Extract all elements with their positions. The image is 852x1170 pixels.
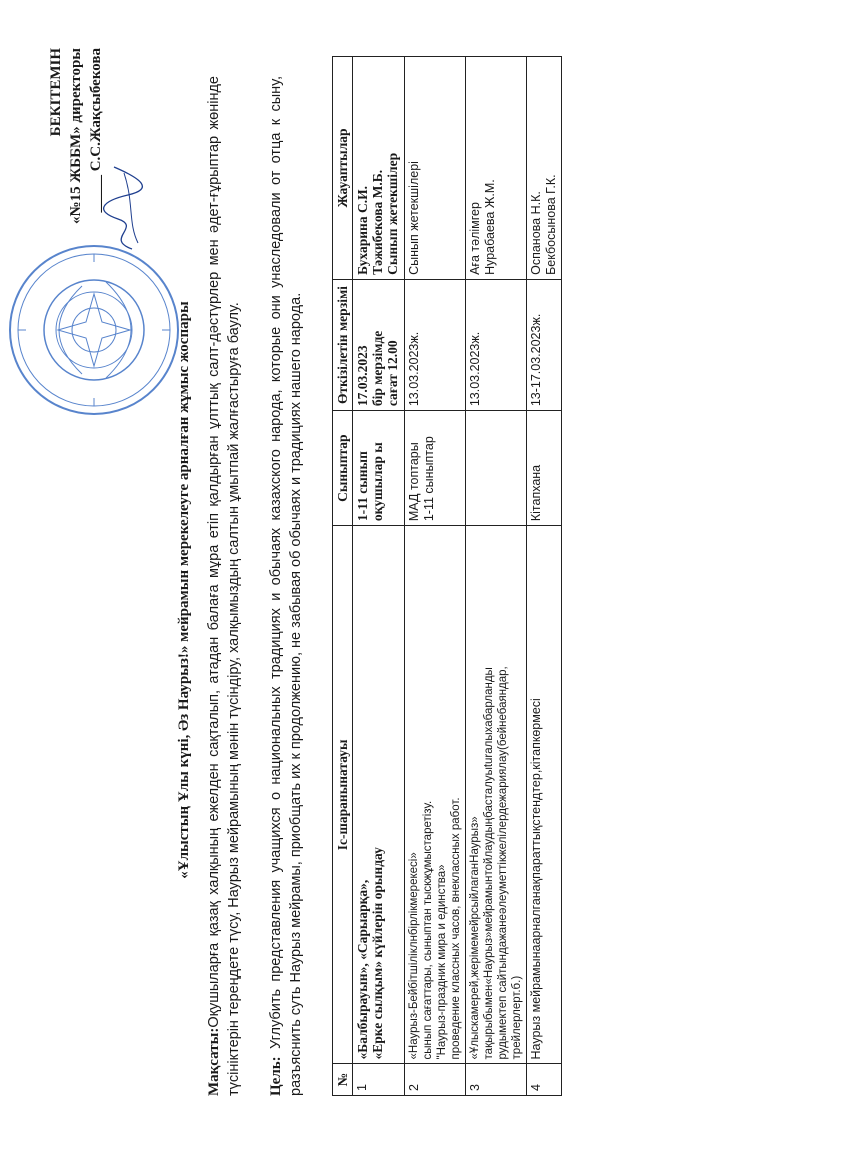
row-responsible bbox=[353, 57, 405, 280]
row-responsible-line: Тәжибекова М.Б. bbox=[370, 169, 385, 275]
row-classes: 1-11 сынып оқушылар ы bbox=[353, 411, 405, 526]
row-event-line: рудымектеп сайтындажанеәлеуметтікжелілердежариялау(бейнебаяндар, bbox=[497, 666, 509, 1060]
row-event-line: Наурыз мейрамынаарналганақпараттықстендтер,кітапкөрмесі bbox=[529, 698, 543, 1060]
header-event: Іс-шаранынатауы bbox=[333, 526, 353, 1064]
row-responsible-line: Нурабаева Ж.М. bbox=[483, 179, 497, 275]
row-classes bbox=[405, 411, 466, 526]
row-responsible bbox=[466, 57, 527, 280]
row-classes-line: 1-11 сыныптар bbox=[422, 436, 436, 522]
official-seal-icon bbox=[6, 242, 182, 418]
approval-director-name: _____ С.С.Жақсыбекова bbox=[88, 48, 104, 213]
approval-position: «№15 ЖББМ» директоры bbox=[68, 48, 84, 224]
table-header-row bbox=[333, 57, 353, 1096]
row-event-line: «Ұлыскамерей,жерімемейрсыйлаганНаурыз» bbox=[469, 816, 481, 1060]
approval-block bbox=[46, 48, 166, 348]
row-date-line: сағат 12.00 bbox=[385, 340, 400, 407]
row-number: 2 bbox=[405, 1064, 466, 1096]
table-row bbox=[466, 57, 527, 1096]
row-classes-line: МАД топтары bbox=[407, 442, 421, 522]
row-event bbox=[405, 526, 466, 1064]
row-date-line: 17.03.2023 bbox=[355, 345, 370, 407]
header-number: № bbox=[333, 1064, 353, 1096]
table-row bbox=[527, 57, 562, 1096]
row-event bbox=[353, 526, 405, 1064]
header-classes: Сыныптар bbox=[333, 411, 353, 526]
table-row bbox=[353, 57, 405, 1096]
goal-kazakh bbox=[204, 76, 244, 1096]
row-event-line: "Наурыз-праздник мира и единства» bbox=[436, 864, 448, 1060]
header-responsible: Жауаптылар bbox=[333, 57, 353, 280]
row-event-line: «Ерке сылқым» күйлерін орындау bbox=[370, 847, 385, 1060]
row-responsible-line: Бухарина С.И. bbox=[355, 186, 370, 275]
row-responsible-line: Оспанова Н.К. bbox=[529, 191, 543, 275]
row-date-line: 13.03.2023ж. bbox=[407, 331, 421, 407]
row-classes-line: Кітапхана bbox=[529, 464, 543, 522]
row-event-line: сынып сағаттары, сыныптан тыскжұмыстаретізу. bbox=[422, 800, 434, 1060]
row-date bbox=[353, 279, 405, 410]
row-event-line: «Балбырауын», «Сарыарқа», bbox=[355, 879, 370, 1060]
row-event-line: тақырыбымен«Наурыз»мейрамынтойлаудыңбасталуыturалыхабарланды bbox=[483, 667, 495, 1060]
row-responsible bbox=[405, 57, 466, 280]
signature-icon bbox=[98, 163, 146, 253]
goal-russian bbox=[266, 76, 306, 1096]
row-date-line: 13-17.03.2023ж. bbox=[529, 313, 543, 407]
row-number: 4 bbox=[527, 1064, 562, 1096]
row-responsible-line: Бекбосынова Г.К. bbox=[544, 174, 558, 275]
row-date-line: бір мерзімде bbox=[370, 330, 385, 407]
row-date-line: 13.03.2023ж. bbox=[468, 331, 482, 407]
row-date bbox=[405, 279, 466, 410]
row-number: 3 bbox=[466, 1064, 527, 1096]
row-event bbox=[466, 526, 527, 1064]
row-responsible bbox=[527, 57, 562, 280]
row-event-line: трейлерлерт.б.) bbox=[511, 975, 523, 1060]
document-title: «Ұлыстың Ұлы күні, Әз Наурыз!» мейрамын мерекелеуге арналған жұмыс жоспары bbox=[176, 301, 192, 879]
row-event-line: проведение классных часов, внеклассных работ. bbox=[450, 797, 462, 1060]
table-row bbox=[405, 57, 466, 1096]
goal-russian-text: Углубить представления учащихся о национальных традициях и обычаях казахского народа, которые они унаследовали от отца к сыну, разъяснить суть Наурыз мейрамы, приобщать их к продолжению, не забывая об обычаях и традициях нашего народа. bbox=[268, 76, 304, 1096]
row-event bbox=[527, 526, 562, 1064]
approval-heading: БЕКІТЕМІН bbox=[48, 48, 64, 137]
rotated-sheet bbox=[20, 40, 820, 1140]
row-responsible-line: Аға тәлімгер bbox=[468, 202, 482, 275]
goal-kazakh-label: Мақсаты: bbox=[206, 1027, 222, 1096]
row-date bbox=[527, 279, 562, 410]
row-number: 1 bbox=[353, 1064, 405, 1096]
header-date: Өткізілетін мерзімі bbox=[333, 279, 353, 410]
row-event-line: «Наурыз-Бейбітшіліклнбірлікмерекесі» bbox=[408, 852, 420, 1060]
row-classes bbox=[466, 411, 527, 526]
row-responsible-line: Сынып жетекшілері bbox=[407, 161, 421, 275]
row-classes bbox=[527, 411, 562, 526]
goal-russian-label: Цель: bbox=[268, 1056, 284, 1096]
row-date bbox=[466, 279, 527, 410]
goal-kazakh-text: Оқушыларға қазақ халқының ежелден сақталып, атадан балаға мұра етіп қалдырған ұлттық салт-дәстүрлер мен әдет-ғұрыптар жөнінде түсініктерін тереңдете түсу, Наурыз мейрамының мәнін түсіндіру, халқымыздың салтын ұмытпай жалғастыруға баулу. bbox=[206, 76, 242, 1096]
work-plan-table bbox=[332, 56, 562, 1096]
row-responsible-line: Сынып жетекшілер bbox=[385, 152, 400, 275]
